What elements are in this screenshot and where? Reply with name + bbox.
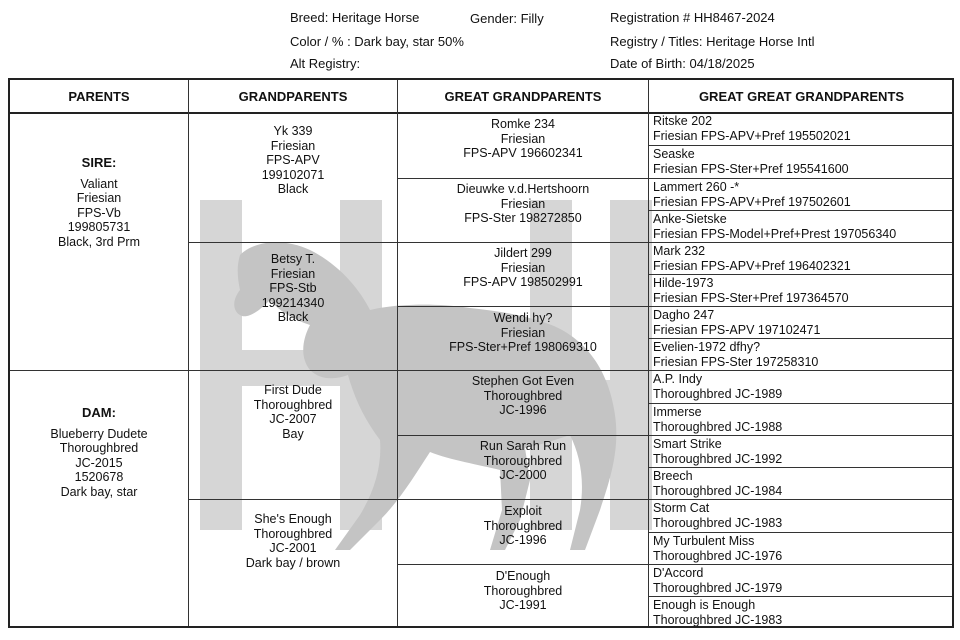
- ggg-name: Lammert 260 -*: [653, 180, 740, 194]
- grandparent-line: JC-2001: [269, 541, 317, 555]
- great-grandparent-line: Friesian: [500, 325, 546, 340]
- ggg-detail: Thoroughbred JC-1979: [653, 581, 783, 595]
- great-grandparent-line: Jildert 299: [494, 246, 552, 260]
- great-grandparent-line: JC-2000: [499, 468, 547, 482]
- grandparent-line: Black: [277, 182, 309, 196]
- sire-label: SIRE:: [81, 155, 117, 170]
- great-great-grandparent-cell: [649, 146, 954, 177]
- gender-field: Gender: Filly: [470, 11, 544, 26]
- sire-cell: [10, 156, 188, 249]
- grandparent-line: She's Enough: [254, 512, 332, 526]
- row-divider: [648, 210, 954, 211]
- great-grandparent-line: JC-1996: [499, 533, 547, 547]
- great-grandparent-cell: [398, 311, 648, 355]
- grandparent-line: Bay: [282, 426, 304, 441]
- grandparent-line: Betsy T.: [270, 252, 316, 266]
- great-grandparent-line: Stephen Got Even: [471, 374, 575, 388]
- grandparent-cell: [189, 512, 397, 570]
- header-divider: [10, 112, 954, 114]
- great-great-grandparent-cell: [649, 436, 954, 467]
- grandparent-cell: [189, 383, 397, 441]
- grandparent-line: 199214340: [261, 295, 325, 310]
- column-header-great-great-grandparents: GREAT GREAT GRANDPARENTS: [698, 88, 905, 104]
- ggg-name: My Turbulent Miss: [653, 534, 755, 548]
- ggg-name: Immerse: [653, 405, 702, 419]
- grandparent-line: Black: [277, 310, 309, 324]
- row-divider: [397, 435, 954, 436]
- great-grandparent-line: Friesian: [500, 131, 546, 146]
- great-grandparent-line: JC-1996: [499, 403, 547, 417]
- row-divider: [648, 274, 954, 275]
- ggg-name: Seaske: [653, 147, 695, 161]
- row-divider: [648, 596, 954, 597]
- pedigree-table: [8, 78, 954, 628]
- dam-number: 1520678: [74, 470, 124, 484]
- ggg-detail: Friesian FPS-APV 197102471: [653, 323, 821, 337]
- great-grandparent-line: Friesian: [500, 260, 546, 275]
- ggg-detail: Thoroughbred JC-1984: [653, 484, 783, 498]
- grandparent-line: JC-2007: [269, 412, 317, 426]
- great-grandparent-cell: [398, 439, 648, 483]
- alt-registry-field: Alt Registry:: [290, 56, 361, 71]
- row-divider: [648, 532, 954, 533]
- ggg-name: Mark 232: [653, 244, 706, 258]
- great-grandparent-line: Run Sarah Run: [479, 439, 567, 453]
- ggg-detail: Friesian FPS-APV+Pref 197502601: [653, 195, 851, 209]
- grandparent-line: Yk 339: [273, 124, 313, 138]
- column-divider: [188, 80, 189, 628]
- great-great-grandparent-cell: [649, 339, 954, 370]
- great-great-grandparent-cell: [649, 404, 954, 435]
- great-great-grandparent-cell: [649, 500, 954, 531]
- row-divider: [648, 338, 954, 339]
- grandparent-cell: [189, 252, 397, 325]
- row-divider: [10, 370, 954, 371]
- great-grandparent-line: Dieuwke v.d.Hertshoorn: [456, 182, 590, 196]
- grandparent-cell: [189, 124, 397, 197]
- row-divider: [648, 403, 954, 404]
- great-great-grandparent-cell: [649, 468, 954, 499]
- great-grandparent-cell: [398, 569, 648, 613]
- great-grandparent-line: Romke 234: [491, 117, 555, 131]
- grandparent-line: Friesian: [270, 266, 316, 281]
- grandparent-line: 199102071: [261, 167, 325, 182]
- ggg-name: Hilde-1973: [653, 276, 714, 290]
- ggg-detail: Friesian FPS-APV+Pref 196402321: [653, 259, 851, 273]
- great-great-grandparent-cell: [649, 565, 954, 596]
- dam-cell: [10, 406, 188, 499]
- ggg-detail: Friesian FPS-Ster 197258310: [653, 355, 819, 369]
- grandparent-line: Thoroughbred: [253, 526, 333, 541]
- ggg-name: Enough is Enough: [653, 598, 756, 612]
- column-header-great-grandparents: GREAT GRANDPARENTS: [444, 88, 602, 104]
- ggg-name: D'Accord: [653, 566, 704, 580]
- registry-field: Registry / Titles: Heritage Horse Intl: [610, 34, 815, 49]
- ggg-name: A.P. Indy: [653, 372, 703, 386]
- grandparent-line: FPS-APV: [266, 153, 320, 167]
- sire-breed: Friesian: [76, 191, 122, 205]
- grandparent-line: First Dude: [264, 383, 322, 397]
- great-grandparent-line: Thoroughbred: [483, 388, 563, 403]
- great-great-grandparent-cell: [649, 597, 954, 628]
- dob-field: Date of Birth: 04/18/2025: [610, 56, 755, 71]
- ggg-name: Breech: [653, 469, 693, 483]
- row-divider: [188, 499, 954, 500]
- great-grandparent-cell: [398, 117, 648, 161]
- great-grandparent-line: JC-1991: [499, 598, 547, 612]
- great-great-grandparent-cell: [649, 533, 954, 564]
- ggg-name: Storm Cat: [653, 501, 710, 515]
- row-divider: [397, 178, 954, 179]
- ggg-detail: Friesian FPS-Ster+Pref 195541600: [653, 162, 849, 176]
- ggg-detail: Thoroughbred JC-1983: [653, 516, 783, 530]
- sire-color: Black, 3rd Prm: [58, 234, 140, 249]
- sire-name: Valiant: [80, 176, 118, 191]
- ggg-name: Dagho 247: [653, 308, 715, 322]
- row-divider: [648, 145, 954, 146]
- column-divider: [397, 80, 398, 628]
- great-grandparent-line: Exploit: [504, 504, 542, 518]
- sire-number: 199805731: [67, 220, 131, 234]
- registration-field: Registration # HH8467-2024: [610, 10, 775, 25]
- great-grandparent-cell: [398, 374, 648, 418]
- color-field: Color / % : Dark bay, star 50%: [290, 34, 464, 49]
- great-great-grandparent-cell: [649, 371, 954, 402]
- great-grandparent-line: FPS-Ster 198272850: [464, 211, 582, 225]
- dam-name: Blueberry Dudete: [50, 426, 148, 441]
- ggg-detail: Thoroughbred JC-1992: [653, 452, 783, 466]
- grandparent-line: Friesian: [270, 138, 316, 153]
- dam-breed: Thoroughbred: [59, 441, 139, 455]
- great-grandparent-cell: [398, 504, 648, 548]
- great-grandparent-line: FPS-APV 196602341: [463, 146, 583, 160]
- column-header-parents: PARENTS: [68, 88, 130, 104]
- great-great-grandparent-cell: [649, 179, 954, 210]
- grandparent-line: FPS-Stb: [269, 281, 317, 295]
- great-great-grandparent-cell: [649, 113, 954, 144]
- great-great-grandparent-cell: [649, 243, 954, 274]
- great-grandparent-line: Wendi hy?: [493, 311, 553, 325]
- ggg-name: Anke-Sietske: [653, 212, 727, 226]
- ggg-detail: Friesian FPS-APV+Pref 195502021: [653, 129, 851, 143]
- ggg-detail: Thoroughbred JC-1989: [653, 387, 783, 401]
- great-grandparent-line: D'Enough: [495, 569, 551, 583]
- ggg-detail: Thoroughbred JC-1988: [653, 420, 783, 434]
- dam-label: DAM:: [82, 405, 116, 420]
- column-divider: [648, 80, 649, 628]
- great-grandparent-line: Thoroughbred: [483, 453, 563, 468]
- sire-registration: FPS-Vb: [77, 205, 121, 220]
- great-great-grandparent-cell: [649, 307, 954, 338]
- row-divider: [397, 306, 954, 307]
- column-header-grandparents: GRANDPARENTS: [238, 88, 348, 104]
- row-divider: [648, 467, 954, 468]
- grandparent-line: Dark bay / brown: [245, 555, 341, 570]
- great-grandparent-line: Thoroughbred: [483, 518, 563, 533]
- dam-color: Dark bay, star: [60, 484, 138, 499]
- great-grandparent-line: FPS-APV 198502991: [463, 275, 583, 289]
- great-great-grandparent-cell: [649, 275, 954, 306]
- row-divider: [397, 564, 954, 565]
- ggg-detail: Thoroughbred JC-1976: [653, 549, 783, 563]
- ggg-name: Evelien-1972 dfhy?: [653, 340, 761, 354]
- ggg-detail: Friesian FPS-Ster+Pref 197364570: [653, 291, 849, 305]
- ggg-name: Ritske 202: [653, 114, 713, 128]
- grandparent-line: Thoroughbred: [253, 397, 333, 412]
- great-grandparent-cell: [398, 182, 648, 226]
- great-grandparent-line: Friesian: [500, 196, 546, 211]
- great-grandparent-line: Thoroughbred: [483, 583, 563, 598]
- ggg-detail: Thoroughbred JC-1983: [653, 613, 783, 627]
- ggg-name: Smart Strike: [653, 437, 722, 451]
- great-grandparent-cell: [398, 246, 648, 290]
- row-divider: [188, 242, 954, 243]
- dam-registration: JC-2015: [75, 455, 123, 470]
- ggg-detail: Friesian FPS-Model+Pref+Prest 197056340: [653, 227, 897, 241]
- breed-field: Breed: Heritage Horse: [290, 10, 420, 25]
- great-grandparent-line: FPS-Ster+Pref 198069310: [449, 340, 597, 354]
- great-great-grandparent-cell: [649, 211, 954, 242]
